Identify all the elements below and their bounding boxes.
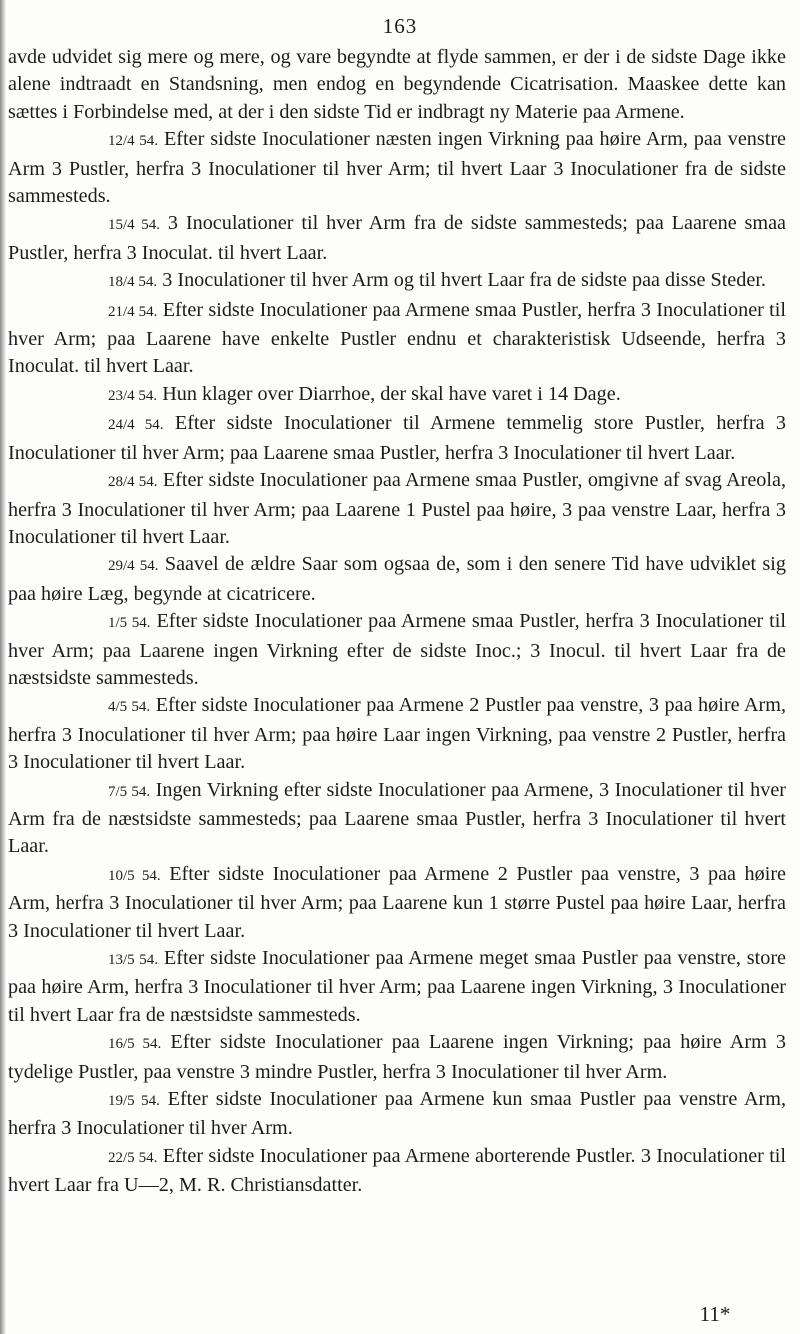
entry-date: 24/4 54. [108, 417, 164, 434]
entry-22-5 [8, 1143, 786, 1200]
entry-16-5 [8, 1029, 786, 1086]
intro-paragraph: avde udvidet sig mere og mere, og vare begyndte at flyde sammen, er der i de sidste Dage ikke alene indtraadt en Standsning, men endog en begyndende Cicatrisation. Maaskee dette kan sættes i Forbindelse med, at der i den sidste Tid er indbragt ny Materie paa Armene. [8, 46, 786, 123]
entry-7-5 [8, 777, 786, 861]
entry-date: 28/4 54. [108, 474, 158, 491]
entry-23-4 [8, 381, 786, 410]
entry-28-4 [8, 467, 786, 551]
entry-29-4 [8, 551, 786, 608]
entry-text: Efter sidste Inoculationer paa Armene kun smaa Pustler paa venstre Arm, herfra 3 Inoculationer til hver Arm. [8, 1088, 787, 1140]
entry-12-4 [8, 126, 786, 210]
entry-date: 7/5 54. [108, 783, 151, 800]
signature-mark: 11* [699, 1302, 731, 1326]
entry-date: 15/4 54. [108, 217, 161, 234]
entry-text: Efter sidste Inoculationer paa Armene smaa Pustler, herfra 3 Inoculationer til hver Arm; paa Laarene ingen Virkning efter de sidste Inoc.; 3 Inocul. til hvert Laar fra de næstsidste sammesteds. [8, 610, 787, 689]
entry-date: 10/5 54. [108, 867, 161, 884]
entry-text: Efter sidste Inoculationer paa Armene smaa Pustler, omgivne af svag Areola, herfra 3 Inoculationer til hver Arm; paa Laarene 1 Pustel paa høire, 3 paa venstre Laar, herfra 3 Inoculationer til hvert Laar. [8, 469, 787, 548]
entry-date: 13/5 54. [108, 952, 158, 968]
entry-date: 18/4 54. [108, 274, 158, 291]
entry-1-5 [8, 608, 786, 692]
entry-text: Saavel de ældre Saar som ogsaa de, som i den senere Tid have udviklet sig paa høire Læg, begynde at cicatricere. [8, 553, 786, 605]
entry-18-4 [8, 267, 786, 296]
entry-date: 21/4 54. [108, 303, 158, 320]
entry-date: 19/5 54. [108, 1093, 160, 1110]
entry-text: Hun klager over Diarrhoe, der skal have varet i 14 Dage. [162, 382, 621, 405]
body-text [8, 44, 786, 1200]
entry-text: Efter sidste Inoculationer næsten ingen Virkning paa høire Arm, paa venstre Arm 3 Pustler, herfra 3 Inoculationer til hver Arm; til hvert Laar 3 Inoculationer fra de sidste sammesteds. [8, 128, 787, 208]
entry-24-4 [8, 410, 786, 467]
entry-text: Efter sidste Inoculationer paa Armene 2 Pustler paa venstre, 3 paa høire Arm, herfra 3 Inoculationer til hver Arm; paa Laarene kun 1 større Pustel paa høire Laar, herfra 3 Inoculationer til hvert Laar. [8, 862, 786, 942]
page-binding-edge [0, 0, 6, 1334]
entry-text: Efter sidste Inoculationer paa Laarene ingen Virkning; paa høire Arm 3 tydelige Pustler, paa venstre 3 mindre Pustler, herfra 3 Inoculationer til hver Arm. [8, 1031, 787, 1083]
entry-text: Ingen Virkning efter sidste Inoculationer paa Armene, 3 Inoculationer til hver Arm fra de næstsidste sammesteds; paa Laarene smaa Pustler, herfra 3 Inoculationer til hvert Laar. [8, 778, 787, 858]
entry-text: Efter sidste Inoculationer til Armene temmelig store Pustler, herfra 3 Inoculationer til hver Arm; paa Laarene smaa Pustler, herfra 3 Inoculationer til hvert Laar. [8, 412, 786, 464]
page-number: 163 [382, 14, 418, 38]
entry-19-5 [8, 1086, 786, 1143]
entry-text: Efter sidste Inoculationer paa Armene meget smaa Pustler paa venstre, store paa høire Arm, herfra 3 Inoculationer til hver Arm; paa Laarene ingen Virkning, 3 Inoculationer til hvert Laar fra de næstsidste sammesteds. [8, 947, 787, 1026]
entry-text: Efter sidste Inoculationer paa Armene 2 Pustler paa venstre, 3 paa høire Arm, herfra 3 Inoculationer til hver Arm; paa høire Laar ingen Virkning, paa venstre 2 Pustler, herfra 3 Inoculationer til hvert Laar. [8, 694, 787, 774]
entry-text: 3 Inoculationer til hver Arm og til hvert Laar fra de sidste paa disse Steder. [162, 269, 766, 292]
entry-4-5 [8, 692, 786, 776]
entry-13-5 [8, 945, 786, 1029]
entry-21-4 [8, 297, 786, 381]
entry-text: 3 Inoculationer til hver Arm fra de sidste sammesteds; paa Laarene smaa Pustler, herfra 3 Inoculat. til hvert Laar. [8, 212, 787, 264]
entry-text: Efter sidste Inoculationer paa Armene aborterende Pustler. 3 Inoculationer til hvert Laar fra U—2, M. R. Christiansdatter. [8, 1144, 787, 1197]
entry-15-4 [8, 210, 786, 267]
entry-date: 12/4 54. [108, 133, 159, 150]
entry-date: 16/5 54. [108, 1036, 162, 1053]
entry-date: 1/5 54. [108, 615, 151, 632]
entry-10-5 [8, 861, 786, 945]
entry-date: 22/5 54. [108, 1149, 158, 1166]
entry-date: 4/5 54. [108, 699, 151, 716]
entry-date: 23/4 54. [108, 387, 158, 404]
entry-date: 29/4 54. [108, 558, 159, 575]
entry-text: Efter sidste Inoculationer paa Armene smaa Pustler, herfra 3 Inoculationer til hver Arm; paa Laarene have enkelte Pustler endnu et charakteristisk Udseende, herfra 3 Inoculat. til hvert Laar. [8, 298, 787, 378]
